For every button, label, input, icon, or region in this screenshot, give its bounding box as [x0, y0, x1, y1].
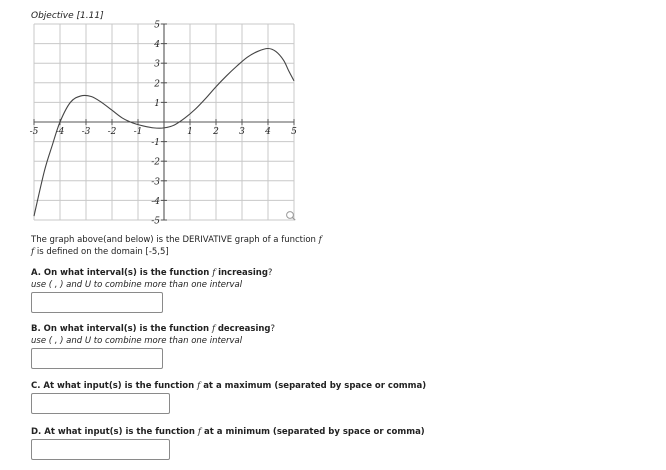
question-c-suffix: at a maximum (separated by space or comma) [200, 381, 427, 391]
question-b [31, 324, 275, 334]
objective-label: Objective [1.11] [31, 11, 104, 21]
y-tick-label: 5 [154, 20, 160, 31]
y-tick-label: -3 [151, 177, 160, 188]
x-tick-label: 3 [239, 127, 245, 137]
x-tick-label: -3 [81, 127, 91, 137]
y-tick-label: 3 [154, 59, 160, 70]
y-tick-label: 2 [154, 79, 160, 90]
function-symbol: f [318, 235, 322, 245]
answer-b-input[interactable] [31, 348, 163, 369]
y-tick-label: 1 [154, 98, 160, 109]
answer-c-input[interactable] [31, 393, 170, 414]
x-tick-label: -4 [55, 127, 65, 137]
function-symbol: f [212, 268, 216, 278]
question-a-hint: use ( , ) and U to combine more than one interval [31, 280, 243, 290]
y-tick-label: 4 [154, 40, 160, 51]
question-a [31, 268, 272, 278]
question-c-prefix: C. At what input(s) is the function [31, 381, 198, 391]
derivative-graph [0, 0, 666, 230]
description-text: The graph above(and below) is the DERIVATIVE graph of a function [31, 235, 319, 245]
question-c [31, 381, 426, 391]
function-symbol: f [197, 381, 201, 391]
x-tick-label: 5 [291, 127, 297, 137]
question-d-suffix: at a minimum (separated by space or comma) [201, 427, 425, 437]
question-b-emphasis: decreasing [217, 324, 271, 334]
question-b-hint: use ( , ) and U to combine more than one interval [31, 336, 243, 346]
question-b-suffix: ? [270, 324, 276, 334]
axes [34, 24, 294, 220]
x-tick-label: -2 [107, 127, 117, 137]
x-tick-label: -5 [29, 127, 39, 137]
question-d-prefix: D. At what input(s) is the function [31, 427, 198, 437]
x-tick-label: -1 [133, 127, 143, 137]
domain-text: is defined on the domain [-5,5] [34, 247, 169, 257]
y-tick-label: -4 [151, 196, 160, 207]
x-tick-label: 4 [265, 127, 271, 137]
y-tick-label: -5 [151, 216, 160, 227]
function-symbol: f [31, 247, 35, 257]
x-tick-label: 2 [213, 127, 219, 137]
x-tick-label: 1 [187, 127, 193, 137]
y-tick-label: -2 [151, 157, 160, 168]
function-symbol: f [211, 324, 216, 334]
y-tick-label: -1 [151, 138, 160, 149]
question-a-emphasis: increasing [218, 268, 268, 278]
question-a-suffix: ? [267, 268, 273, 278]
graph-description [31, 234, 341, 258]
answer-a-input[interactable] [31, 292, 163, 313]
question-b-prefix: B. On what interval(s) is the function [31, 324, 212, 334]
question-a-prefix: A. On what interval(s) is the function [31, 268, 213, 278]
question-d [31, 427, 425, 437]
function-symbol: f [197, 427, 202, 437]
answer-d-input[interactable] [31, 439, 170, 460]
